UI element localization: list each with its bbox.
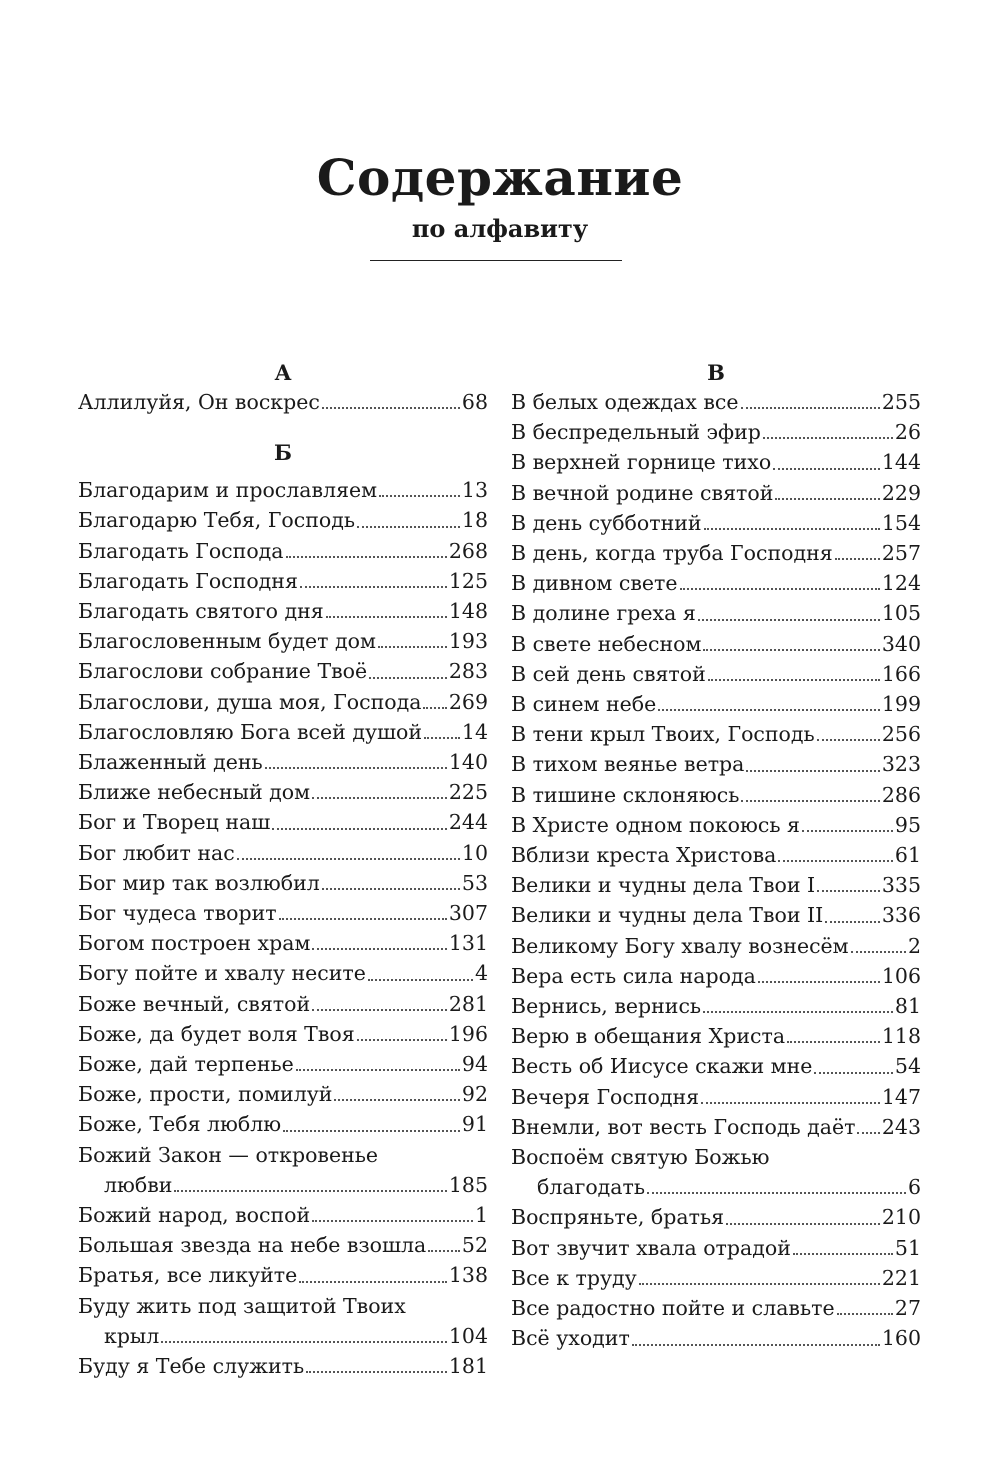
dot-leader: [698, 619, 880, 621]
dot-leader: [306, 1371, 447, 1373]
entry-page: 196: [448, 1021, 488, 1046]
entry-title: Буду я Тебе служить: [78, 1354, 305, 1379]
entry-title: Благодать Господня: [78, 568, 298, 593]
dot-leader: [312, 1009, 447, 1011]
entry-title: Благослови, душа моя, Господа: [78, 689, 422, 714]
entry-title: Воспоём святую Божью: [511, 1145, 770, 1170]
entry-title: Благодать Господа: [78, 538, 284, 563]
section-b-list-3: [78, 1351, 488, 1381]
dot-leader: [369, 677, 447, 679]
toc-entry[interactable]: [511, 417, 921, 447]
dot-leader: [326, 616, 447, 618]
toc-entry[interactable]: [78, 505, 488, 535]
entry-page: 255: [881, 390, 921, 414]
entry-page: 335: [881, 873, 921, 898]
entry-page: 51: [894, 1235, 921, 1260]
dot-leader: [312, 797, 447, 799]
entry-title: В свете небесном: [511, 631, 702, 656]
entry-page: 53: [461, 870, 488, 895]
toc-entry[interactable]: [511, 538, 921, 568]
dot-leader: [763, 437, 893, 439]
entry-title: Вблизи креста Христова: [511, 843, 777, 868]
entry-page: 104: [448, 1323, 488, 1348]
toc-entry[interactable]: [511, 719, 921, 749]
entry-page: 221: [881, 1265, 921, 1290]
dot-leader: [857, 1132, 879, 1134]
entry-title: Внемли, вот весть Господь даёт: [511, 1114, 856, 1139]
toc-entry[interactable]: [78, 717, 488, 747]
toc-entry[interactable]: [78, 747, 488, 777]
toc-entry[interactable]: [511, 568, 921, 598]
dot-leader: [279, 918, 447, 920]
entry-page: 257: [881, 541, 921, 566]
entry-page: 106: [881, 963, 921, 988]
entry-title: В Христе одном покоюсь я: [511, 812, 800, 837]
entry-page: 323: [881, 752, 921, 777]
entry-title: Благословенным будет дом: [78, 629, 376, 654]
entry-title: Благодарим и прославляем: [78, 478, 378, 503]
entry-title: Благослови собрание Твоё: [78, 659, 368, 684]
toc-entry[interactable]: [78, 1079, 488, 1109]
toc-entry[interactable]: [511, 689, 921, 719]
toc-entry[interactable]: [511, 931, 921, 961]
dot-leader: [746, 770, 879, 772]
entry-page: 148: [448, 599, 488, 624]
dot-leader: [299, 1281, 447, 1283]
toc-entry[interactable]: [511, 1112, 921, 1142]
dot-leader: [322, 407, 460, 409]
entry-page: 283: [448, 659, 488, 684]
toc-entry[interactable]: [78, 868, 488, 898]
entry-page: 61: [894, 843, 921, 868]
toc-entry[interactable]: [78, 1351, 488, 1381]
toc-entry[interactable]: [511, 1021, 921, 1051]
entry-page: 281: [448, 991, 488, 1016]
right-column: [511, 359, 921, 1354]
toc-entry[interactable]: [511, 1323, 921, 1353]
dot-leader: [428, 1250, 460, 1252]
entry-page: 268: [448, 538, 488, 563]
entry-page: 52: [461, 1233, 488, 1258]
title-divider: [370, 260, 622, 261]
entry-page: 92: [461, 1082, 488, 1107]
entry-page: 144: [881, 450, 921, 475]
toc-entry[interactable]: [511, 961, 921, 991]
entry-title: Божий Закон — откровенье: [78, 1142, 379, 1167]
dot-leader: [701, 1102, 880, 1104]
toc-entry[interactable]: [78, 838, 488, 868]
toc-entry[interactable]: [78, 1260, 488, 1290]
entry-page: 166: [881, 661, 921, 686]
page-subtitle: по алфавиту: [411, 214, 589, 243]
toc-entry[interactable]: [78, 687, 488, 717]
toc-entry[interactable]: [511, 1142, 921, 1202]
section-v-list: [511, 387, 921, 1142]
toc-entry[interactable]: [78, 1140, 488, 1200]
dot-leader: [825, 921, 880, 923]
dot-leader: [775, 498, 880, 500]
entry-title: Благодарю Тебя, Господь: [78, 508, 356, 533]
dot-leader: [424, 737, 460, 739]
entry-page: 2: [907, 933, 921, 958]
dot-leader: [851, 951, 906, 953]
dot-leader: [379, 495, 460, 497]
entry-page: 340: [881, 631, 921, 656]
dot-leader: [814, 1072, 893, 1074]
left-column: [78, 359, 488, 1381]
dot-leader: [312, 1220, 473, 1222]
entry-title: В долине греха я: [511, 601, 696, 626]
entry-page: 243: [881, 1114, 921, 1139]
dot-leader: [378, 646, 447, 648]
entry-page: 6: [907, 1175, 921, 1200]
toc-entry[interactable]: [78, 626, 488, 656]
dot-leader: [368, 979, 473, 981]
toc-entry[interactable]: [78, 1049, 488, 1079]
entry-page: 225: [448, 780, 488, 805]
entry-title: Боже, да будет воля Твоя: [78, 1021, 355, 1046]
dot-leader: [639, 1283, 880, 1285]
entry-title: Всё уходит: [511, 1326, 630, 1351]
toc-entry[interactable]: [78, 1291, 488, 1351]
toc-entry[interactable]: [78, 1109, 488, 1139]
entry-page: 138: [448, 1263, 488, 1288]
entry-page: 94: [461, 1052, 488, 1077]
entry-page: 307: [448, 901, 488, 926]
dot-leader: [793, 1253, 893, 1255]
entry-page: 124: [881, 571, 921, 596]
toc-entry[interactable]: [511, 508, 921, 538]
entry-page: 193: [448, 629, 488, 654]
dot-leader: [704, 528, 880, 530]
entry-page: 27: [894, 1296, 921, 1321]
dot-leader: [357, 526, 460, 528]
toc-entry[interactable]: [511, 659, 921, 689]
section-a-list: [78, 387, 488, 417]
toc-entry[interactable]: [78, 958, 488, 988]
toc-entry[interactable]: [511, 840, 921, 870]
entry-title: Аллилуйя, Он воскрес: [78, 390, 320, 414]
dot-leader: [300, 586, 447, 588]
section-b-list-2: [78, 1200, 488, 1291]
toc-entry[interactable]: [511, 598, 921, 628]
entry-title: Верю в обещания Христа: [511, 1024, 786, 1049]
entry-title: В тихом веянье ветра: [511, 752, 745, 777]
entry-title: Вера есть сила народа: [511, 963, 756, 988]
toc-entry[interactable]: [511, 780, 921, 810]
section-letter-v: В: [707, 360, 725, 385]
dot-leader: [758, 981, 880, 983]
toc-entry[interactable]: [78, 475, 488, 505]
toc-entry[interactable]: [78, 596, 488, 626]
dot-leader: [708, 679, 880, 681]
entry-title: Весть об Иисусе скажи мне: [511, 1054, 813, 1079]
toc-entry[interactable]: [511, 447, 921, 477]
entry-page: 229: [881, 480, 921, 505]
toc-entry[interactable]: [78, 777, 488, 807]
entry-page: 18: [461, 508, 488, 533]
entry-page: 118: [881, 1024, 921, 1049]
dot-leader: [741, 800, 879, 802]
dot-leader: [357, 1039, 447, 1041]
entry-page: 160: [881, 1326, 921, 1351]
entry-title-continued: крыл: [104, 1323, 160, 1348]
entry-page: 54: [894, 1054, 921, 1079]
toc-entry[interactable]: [78, 1230, 488, 1260]
entry-page: 26: [894, 420, 921, 445]
toc-entry[interactable]: [511, 1263, 921, 1293]
toc-entry[interactable]: [511, 629, 921, 659]
entry-title: В тени крыл Твоих, Господь: [511, 722, 815, 747]
section-b-list: [78, 475, 488, 1139]
dot-leader: [423, 707, 446, 709]
entry-page: 181: [448, 1354, 488, 1379]
entry-page: 269: [448, 689, 488, 714]
entry-page: 105: [881, 601, 921, 626]
entry-page: 336: [881, 903, 921, 928]
toc-entry[interactable]: [511, 1051, 921, 1081]
entry-title: Боже, прости, помилуй: [78, 1082, 333, 1107]
section-letter-b: Б: [274, 440, 292, 466]
entry-page: 91: [461, 1112, 488, 1137]
entry-page: 199: [881, 692, 921, 717]
toc-entry[interactable]: [511, 749, 921, 779]
dot-leader: [647, 1192, 906, 1194]
dot-leader: [174, 1190, 446, 1192]
toc-entry[interactable]: [78, 566, 488, 596]
entry-title: В верхней горнице тихо: [511, 450, 772, 475]
entry-title-continued: любви: [104, 1172, 173, 1197]
entry-title: Богом построен храм: [78, 931, 311, 956]
entry-title: Велики и чудны дела Твои I: [511, 873, 816, 898]
entry-title: Боже, Тебя люблю: [78, 1112, 282, 1137]
entry-title: В тишине склоняюсь: [511, 782, 740, 807]
entry-page: 81: [894, 994, 921, 1019]
entry-title: В день субботний: [511, 510, 702, 535]
entry-title: Великому Богу хвалу вознесём: [511, 933, 849, 958]
toc-entry[interactable]: [511, 1082, 921, 1112]
dot-leader: [741, 407, 880, 409]
dot-leader: [817, 890, 880, 892]
entry-title: В сей день святой: [511, 661, 706, 686]
entry-title: В белых одеждах все: [511, 390, 739, 414]
entry-page: 13: [461, 478, 488, 503]
toc-entry[interactable]: [511, 991, 921, 1021]
entry-title: Блаженный день: [78, 750, 263, 775]
entry-title: Боже, дай терпенье: [78, 1052, 294, 1077]
entry-title: Вот звучит хвала отрадой: [511, 1235, 791, 1260]
dot-leader: [283, 1130, 460, 1132]
entry-title-continued: благодать: [537, 1175, 646, 1200]
dot-leader: [703, 649, 879, 651]
toc-entry[interactable]: [78, 989, 488, 1019]
entry-title: Богу пойте и хвалу несите: [78, 961, 366, 986]
toc-entry[interactable]: [511, 1293, 921, 1323]
dot-leader: [286, 556, 447, 558]
entry-title: Братья, все ликуйте: [78, 1263, 298, 1288]
toc-entry[interactable]: [511, 870, 921, 900]
toc-entry[interactable]: [78, 898, 488, 928]
entry-title: Все к труду: [511, 1265, 637, 1290]
entry-page: 256: [881, 722, 921, 747]
entry-title: Ближе небесный дом: [78, 780, 311, 805]
dot-leader: [680, 588, 880, 590]
entry-title: Бог мир так возлюбил: [78, 870, 320, 895]
entry-page: 244: [448, 810, 488, 835]
dot-leader: [265, 767, 447, 769]
dot-leader: [773, 468, 880, 470]
entry-page: 95: [894, 812, 921, 837]
entry-title: Божий народ, воспой: [78, 1203, 311, 1228]
dot-leader: [272, 828, 447, 830]
dot-leader: [658, 709, 880, 711]
entry-title: Вечеря Господня: [511, 1084, 700, 1109]
toc-entry[interactable]: [78, 807, 488, 837]
entry-title: Воспряньте, братья: [511, 1205, 725, 1230]
entry-title: В день, когда труба Господня: [511, 541, 833, 566]
toc-entry[interactable]: [78, 536, 488, 566]
toc-entry[interactable]: [511, 387, 921, 417]
toc-entry[interactable]: [511, 900, 921, 930]
entry-title: Бог чудеса творит: [78, 901, 277, 926]
toc-entry[interactable]: [78, 1019, 488, 1049]
dot-leader: [787, 1041, 880, 1043]
entry-title: Буду жить под защитой Твоих: [78, 1293, 406, 1318]
page-title: Содержание: [316, 148, 684, 207]
dot-leader: [296, 1069, 460, 1071]
entry-title: Бог любит нас: [78, 840, 235, 865]
entry-title: В синем небе: [511, 692, 657, 717]
entry-page: 14: [461, 719, 488, 744]
dot-leader: [161, 1341, 447, 1343]
toc-entry[interactable]: [511, 810, 921, 840]
dot-leader: [632, 1344, 880, 1346]
entry-title: Все радостно пойте и славьте: [511, 1296, 835, 1321]
entry-title: Благословляю Бога всей душой: [78, 719, 423, 744]
toc-entry[interactable]: [78, 1200, 488, 1230]
toc-entry[interactable]: [511, 1202, 921, 1232]
toc-entry[interactable]: [78, 387, 488, 417]
entry-title: Велики и чудны дела Твои II: [511, 903, 824, 928]
dot-leader: [778, 860, 893, 862]
dot-leader: [322, 888, 460, 890]
entry-title: Вернись, вернись: [511, 994, 702, 1019]
entry-page: 185: [448, 1172, 488, 1197]
entry-title: Бог и Творец наш: [78, 810, 271, 835]
dot-leader: [703, 1011, 893, 1013]
section-letter-a: А: [274, 360, 292, 385]
entry-page: 147: [881, 1084, 921, 1109]
entry-title: В вечной родине святой: [511, 480, 774, 505]
entry-title: В беспредельный эфир: [511, 420, 761, 445]
entry-page: 286: [881, 782, 921, 807]
dot-leader: [726, 1223, 880, 1225]
toc-entry[interactable]: [511, 478, 921, 508]
dot-leader: [817, 739, 880, 741]
dot-leader: [835, 558, 880, 560]
toc-entry[interactable]: [78, 928, 488, 958]
entry-page: 1: [474, 1203, 488, 1228]
entry-page: 125: [448, 568, 488, 593]
entry-page: 131: [448, 931, 488, 956]
section-v-list-2: [511, 1202, 921, 1353]
dot-leader: [802, 830, 893, 832]
dot-leader: [837, 1313, 893, 1315]
dot-leader: [334, 1099, 459, 1101]
dot-leader: [312, 948, 446, 950]
entry-page: 4: [474, 961, 488, 986]
entry-title: В дивном свете: [511, 571, 678, 596]
entry-page: 210: [881, 1205, 921, 1230]
entry-title: Боже вечный, святой: [78, 991, 311, 1016]
dot-leader: [237, 858, 460, 860]
toc-entry[interactable]: [511, 1233, 921, 1263]
entry-page: 10: [461, 840, 488, 865]
entry-page: 68: [461, 390, 488, 414]
entry-title: Благодать святого дня: [78, 599, 324, 624]
toc-entry[interactable]: [78, 656, 488, 686]
entry-page: 154: [881, 510, 921, 535]
entry-title: Большая звезда на небе взошла: [78, 1233, 427, 1258]
entry-page: 140: [448, 750, 488, 775]
